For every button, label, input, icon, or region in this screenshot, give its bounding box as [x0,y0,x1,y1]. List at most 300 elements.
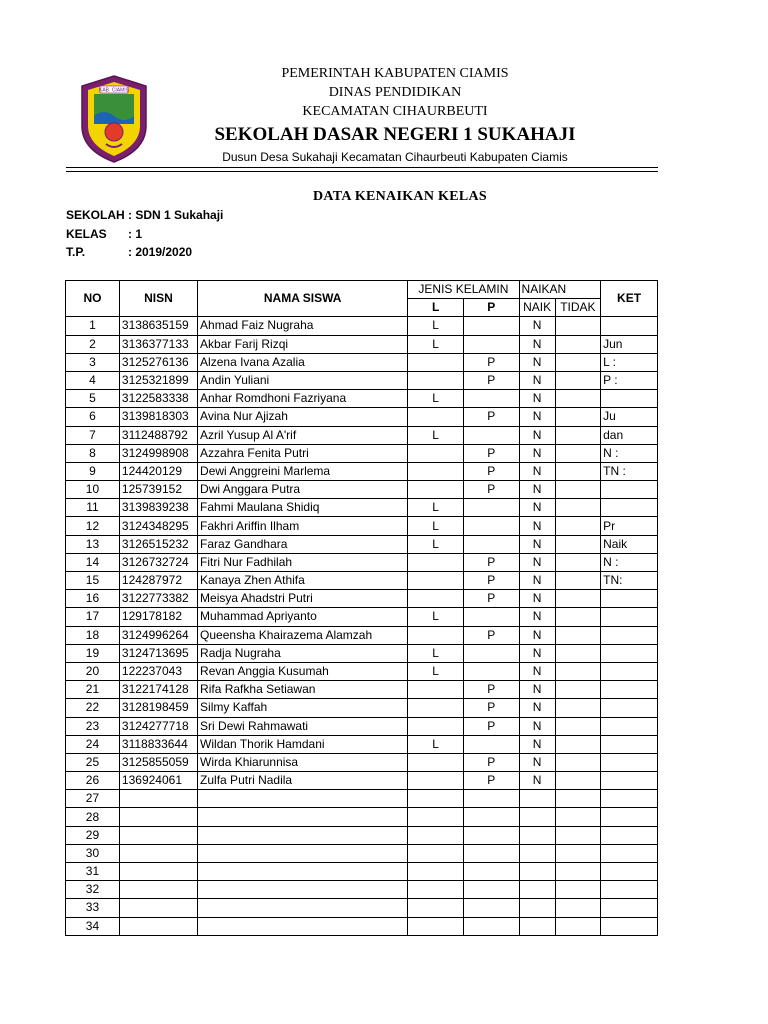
table-row [66,426,658,444]
header-nisn: NISN [119,281,197,317]
row-nisn: 125739152 [119,481,197,499]
row-nisn: 3125855059 [119,753,197,771]
row-naik: N [519,608,555,626]
table-row [66,353,658,371]
info-value-year: : 2019/2020 [128,245,193,259]
row-nisn: 3118833644 [119,735,197,753]
row-gender-l [408,462,464,480]
row-number: 25 [66,753,120,771]
row-tidak [555,353,600,371]
row-number: 32 [66,881,120,899]
row-student-name [198,917,408,935]
row-naik: N [519,371,555,389]
table-row [66,790,658,808]
table-row [66,462,658,480]
row-nisn: 3124348295 [119,517,197,535]
row-gender-l [408,790,464,808]
row-remarks [601,499,658,517]
row-tidak [555,699,600,717]
row-student-name [198,881,408,899]
header-remarks: KET [601,281,658,317]
row-student-name: Fahmi Maulana Shidiq [198,499,408,517]
header-naik: NAIK [519,299,555,317]
row-gender-l [408,863,464,881]
table-row [66,517,658,535]
row-remarks [601,772,658,790]
row-number: 22 [66,699,120,717]
table-row [66,608,658,626]
row-naik: N [519,717,555,735]
row-gender-p: P [463,717,519,735]
row-number: 11 [66,499,120,517]
row-tidak [555,499,600,517]
row-naik: N [519,535,555,553]
row-gender-p [463,317,519,335]
row-naik: N [519,572,555,590]
row-number: 34 [66,917,120,935]
row-naik: N [519,408,555,426]
row-nisn: 3112488792 [119,426,197,444]
header-student-name: NAMA SISWA [198,281,408,317]
row-gender-p [463,426,519,444]
row-remarks [601,753,658,771]
row-number: 14 [66,553,120,571]
info-label-class: KELAS [66,227,107,241]
row-student-name: Meisya Ahadstri Putri [198,590,408,608]
row-remarks: N : [601,444,658,462]
table-row [66,535,658,553]
row-gender-p [463,790,519,808]
row-gender-l: L [408,390,464,408]
row-naik [519,844,555,862]
row-number: 16 [66,590,120,608]
row-naik: N [519,517,555,535]
row-remarks: Naik [601,535,658,553]
row-student-name: Faraz Gandhara [198,535,408,553]
row-gender-l: L [408,317,464,335]
row-number: 20 [66,662,120,680]
row-naik: N [519,772,555,790]
row-gender-l: L [408,517,464,535]
row-remarks [601,317,658,335]
row-tidak [555,608,600,626]
row-gender-p [463,808,519,826]
row-nisn: 3138635159 [119,317,197,335]
row-nisn: 3124998908 [119,444,197,462]
row-tidak [555,644,600,662]
row-number: 8 [66,444,120,462]
row-number: 33 [66,899,120,917]
row-number: 19 [66,644,120,662]
row-number: 1 [66,317,120,335]
row-gender-l [408,899,464,917]
row-gender-p [463,863,519,881]
table-row [66,644,658,662]
row-naik: N [519,444,555,462]
header-divider-thin [66,171,658,172]
row-tidak [555,535,600,553]
row-student-name: Andin Yuliani [198,371,408,389]
row-tidak [555,517,600,535]
row-nisn [119,899,197,917]
row-student-name: Rifa Rafkha Setiawan [198,681,408,699]
header-line-department: DINAS PENDIDIKAN [328,85,462,100]
row-number: 27 [66,790,120,808]
row-tidak [555,335,600,353]
row-number: 7 [66,426,120,444]
row-naik: N [519,735,555,753]
row-remarks [601,735,658,753]
row-student-name [198,808,408,826]
row-tidak [555,426,600,444]
row-student-name: Dewi Anggreini Marlema [198,462,408,480]
table-row [66,881,658,899]
table-row [66,444,658,462]
info-label-year: T.P. [66,245,86,259]
row-student-name: Ahmad Faiz Nugraha [198,317,408,335]
row-number: 4 [66,371,120,389]
row-gender-l [408,626,464,644]
row-student-name: Revan Anggia Kusumah [198,662,408,680]
row-nisn: 3126732724 [119,553,197,571]
table-row [66,681,658,699]
table-row [66,499,658,517]
row-tidak [555,408,600,426]
table-row [66,699,658,717]
row-gender-p: P [463,553,519,571]
table-row [66,335,658,353]
row-naik: N [519,499,555,517]
row-naik [519,899,555,917]
row-gender-p: P [463,772,519,790]
row-gender-l [408,572,464,590]
table-row [66,863,658,881]
row-number: 18 [66,626,120,644]
row-remarks [601,699,658,717]
table-row [66,572,658,590]
row-student-name: Azzahra Fenita Putri [198,444,408,462]
logo-text: KAB. CIAMIS [98,87,130,94]
row-number: 31 [66,863,120,881]
row-naik: N [519,390,555,408]
row-gender-p [463,608,519,626]
row-gender-p: P [463,462,519,480]
row-student-name: Avina Nur Ajizah [198,408,408,426]
table-row [66,390,658,408]
row-gender-l [408,753,464,771]
row-student-name: Muhammad Apriyanto [198,608,408,626]
row-student-name: Zulfa Putri Nadila [198,772,408,790]
row-tidak [555,553,600,571]
table-row [66,844,658,862]
row-number: 13 [66,535,120,553]
row-gender-p [463,644,519,662]
row-remarks: Jun [601,335,658,353]
row-gender-p: P [463,444,519,462]
promotion-table [65,280,658,936]
row-naik [519,863,555,881]
row-tidak [555,462,600,480]
row-number: 15 [66,572,120,590]
row-tidak [555,717,600,735]
row-tidak [555,626,600,644]
row-gender-p: P [463,590,519,608]
row-nisn: 122237043 [119,662,197,680]
row-tidak [555,371,600,389]
row-nisn: 3126515232 [119,535,197,553]
header-gender-p: P [463,299,519,317]
row-student-name: Radja Nugraha [198,644,408,662]
row-tidak [555,881,600,899]
row-gender-l: L [408,735,464,753]
row-nisn: 136924061 [119,772,197,790]
row-tidak [555,735,600,753]
row-remarks [601,899,658,917]
row-student-name: Silmy Kaffah [198,699,408,717]
row-remarks [601,662,658,680]
row-gender-p: P [463,626,519,644]
row-student-name [198,790,408,808]
row-nisn: 3139818303 [119,408,197,426]
row-remarks [601,626,658,644]
row-number: 9 [66,462,120,480]
row-naik [519,826,555,844]
row-number: 29 [66,826,120,844]
header-gender: JENIS KELAMIN [408,281,519,299]
row-remarks: dan [601,426,658,444]
row-gender-p: P [463,408,519,426]
row-nisn: 3122174128 [119,681,197,699]
table-row [66,553,658,571]
document-title: DATA KENAIKAN KELAS [313,189,487,204]
row-gender-l [408,881,464,899]
row-nisn [119,844,197,862]
row-student-name: Azril Yusup Al A'rif [198,426,408,444]
row-nisn: 3128198459 [119,699,197,717]
table-row [66,772,658,790]
row-gender-l [408,844,464,862]
row-student-name: Queensha Khairazema Alamzah [198,626,408,644]
row-naik: N [519,553,555,571]
row-student-name: Anhar Romdhoni Fazriyana [198,390,408,408]
row-tidak [555,481,600,499]
header-no: NO [66,281,120,317]
row-gender-p: P [463,353,519,371]
row-nisn: 3125321899 [119,371,197,389]
row-gender-p [463,826,519,844]
row-naik: N [519,626,555,644]
info-value-class: : 1 [128,227,143,241]
row-tidak [555,444,600,462]
row-remarks [601,881,658,899]
row-naik [519,881,555,899]
row-number: 23 [66,717,120,735]
row-remarks [601,608,658,626]
row-gender-l [408,917,464,935]
row-tidak [555,590,600,608]
row-tidak [555,772,600,790]
row-number: 17 [66,608,120,626]
row-student-name: Sri Dewi Rahmawati [198,717,408,735]
row-remarks: TN: [601,572,658,590]
row-naik: N [519,699,555,717]
row-student-name: Dwi Anggara Putra [198,481,408,499]
row-tidak [555,572,600,590]
row-gender-p [463,899,519,917]
row-gender-p [463,499,519,517]
row-remarks [601,790,658,808]
row-gender-l [408,772,464,790]
table-row [66,626,658,644]
row-student-name [198,863,408,881]
row-nisn: 3122773382 [119,590,197,608]
row-gender-p: P [463,699,519,717]
row-gender-l [408,408,464,426]
row-student-name: Alzena Ivana Azalia [198,353,408,371]
row-remarks [601,644,658,662]
table-row [66,408,658,426]
row-remarks [601,826,658,844]
row-gender-l: L [408,426,464,444]
row-naik: N [519,753,555,771]
row-naik [519,808,555,826]
row-gender-p: P [463,371,519,389]
row-number: 3 [66,353,120,371]
row-tidak [555,917,600,935]
row-gender-p [463,662,519,680]
row-nisn [119,917,197,935]
row-remarks: N : [601,553,658,571]
row-gender-l: L [408,662,464,680]
row-nisn: 3124996264 [119,626,197,644]
row-naik: N [519,644,555,662]
row-tidak [555,826,600,844]
table-body [66,317,658,935]
row-gender-p: P [463,753,519,771]
row-remarks: Ju [601,408,658,426]
row-gender-p [463,535,519,553]
row-tidak [555,844,600,862]
row-student-name: Wildan Thorik Hamdani [198,735,408,753]
header-line-government: PEMERINTAH KABUPATEN CIAMIS [281,66,509,81]
row-remarks [601,390,658,408]
row-gender-l: L [408,335,464,353]
row-gender-p [463,735,519,753]
row-gender-p: P [463,481,519,499]
row-gender-p [463,881,519,899]
row-tidak [555,753,600,771]
row-student-name [198,899,408,917]
table-row [66,808,658,826]
header-promotion: NAIKAN [519,281,601,299]
table-row [66,717,658,735]
row-student-name: Fitri Nur Fadhilah [198,553,408,571]
row-nisn: 3124277718 [119,717,197,735]
row-nisn [119,863,197,881]
row-remarks [601,863,658,881]
row-remarks [601,917,658,935]
row-nisn: 3136377133 [119,335,197,353]
row-gender-l [408,590,464,608]
row-gender-p [463,390,519,408]
header-address: Dusun Desa Sukahaji Kecamatan Cihaurbeuti Kabupaten Ciamis [222,150,568,164]
row-tidak [555,390,600,408]
header-line-district: KECAMATAN CIHAURBEUTI [302,104,488,119]
row-nisn: 124287972 [119,572,197,590]
row-nisn [119,826,197,844]
row-gender-l [408,481,464,499]
table-row [66,371,658,389]
row-nisn: 129178182 [119,608,197,626]
row-number: 12 [66,517,120,535]
table-row [66,899,658,917]
table-row [66,317,658,335]
row-remarks [601,681,658,699]
row-naik: N [519,462,555,480]
row-gender-l [408,699,464,717]
row-nisn: 3125276136 [119,353,197,371]
info-value-school: : SDN 1 Sukahaji [128,208,224,222]
row-naik: N [519,317,555,335]
row-tidak [555,317,600,335]
row-naik: N [519,335,555,353]
table-row [66,590,658,608]
info-label-school: SEKOLAH [66,208,125,222]
row-gender-l [408,826,464,844]
row-number: 5 [66,390,120,408]
table-row [66,917,658,935]
row-gender-l: L [408,499,464,517]
row-gender-l: L [408,644,464,662]
row-number: 28 [66,808,120,826]
row-student-name: Akbar Farij Rizqi [198,335,408,353]
row-nisn [119,881,197,899]
row-gender-l [408,353,464,371]
row-naik: N [519,353,555,371]
table-row [66,753,658,771]
row-gender-l [408,808,464,826]
row-student-name [198,844,408,862]
row-number: 10 [66,481,120,499]
row-number: 26 [66,772,120,790]
row-student-name [198,826,408,844]
row-student-name: Fakhri Ariffin Ilham [198,517,408,535]
row-naik [519,917,555,935]
row-remarks [601,844,658,862]
row-naik: N [519,481,555,499]
row-naik: N [519,662,555,680]
row-naik: N [519,590,555,608]
row-gender-p: P [463,572,519,590]
table-row [66,662,658,680]
row-number: 6 [66,408,120,426]
header-gender-l: L [408,299,464,317]
regency-emblem-logo [78,74,150,164]
row-tidak [555,790,600,808]
row-gender-l: L [408,608,464,626]
row-number: 30 [66,844,120,862]
header-tidak: TIDAK [555,299,600,317]
row-gender-l [408,444,464,462]
row-naik [519,790,555,808]
row-gender-l: L [408,535,464,553]
header-school-name: SEKOLAH DASAR NEGERI 1 SUKAHAJI [214,124,576,145]
row-student-name: Kanaya Zhen Athifa [198,572,408,590]
table-row [66,481,658,499]
row-nisn: 3122583338 [119,390,197,408]
row-nisn: 3139839238 [119,499,197,517]
row-gender-l [408,553,464,571]
